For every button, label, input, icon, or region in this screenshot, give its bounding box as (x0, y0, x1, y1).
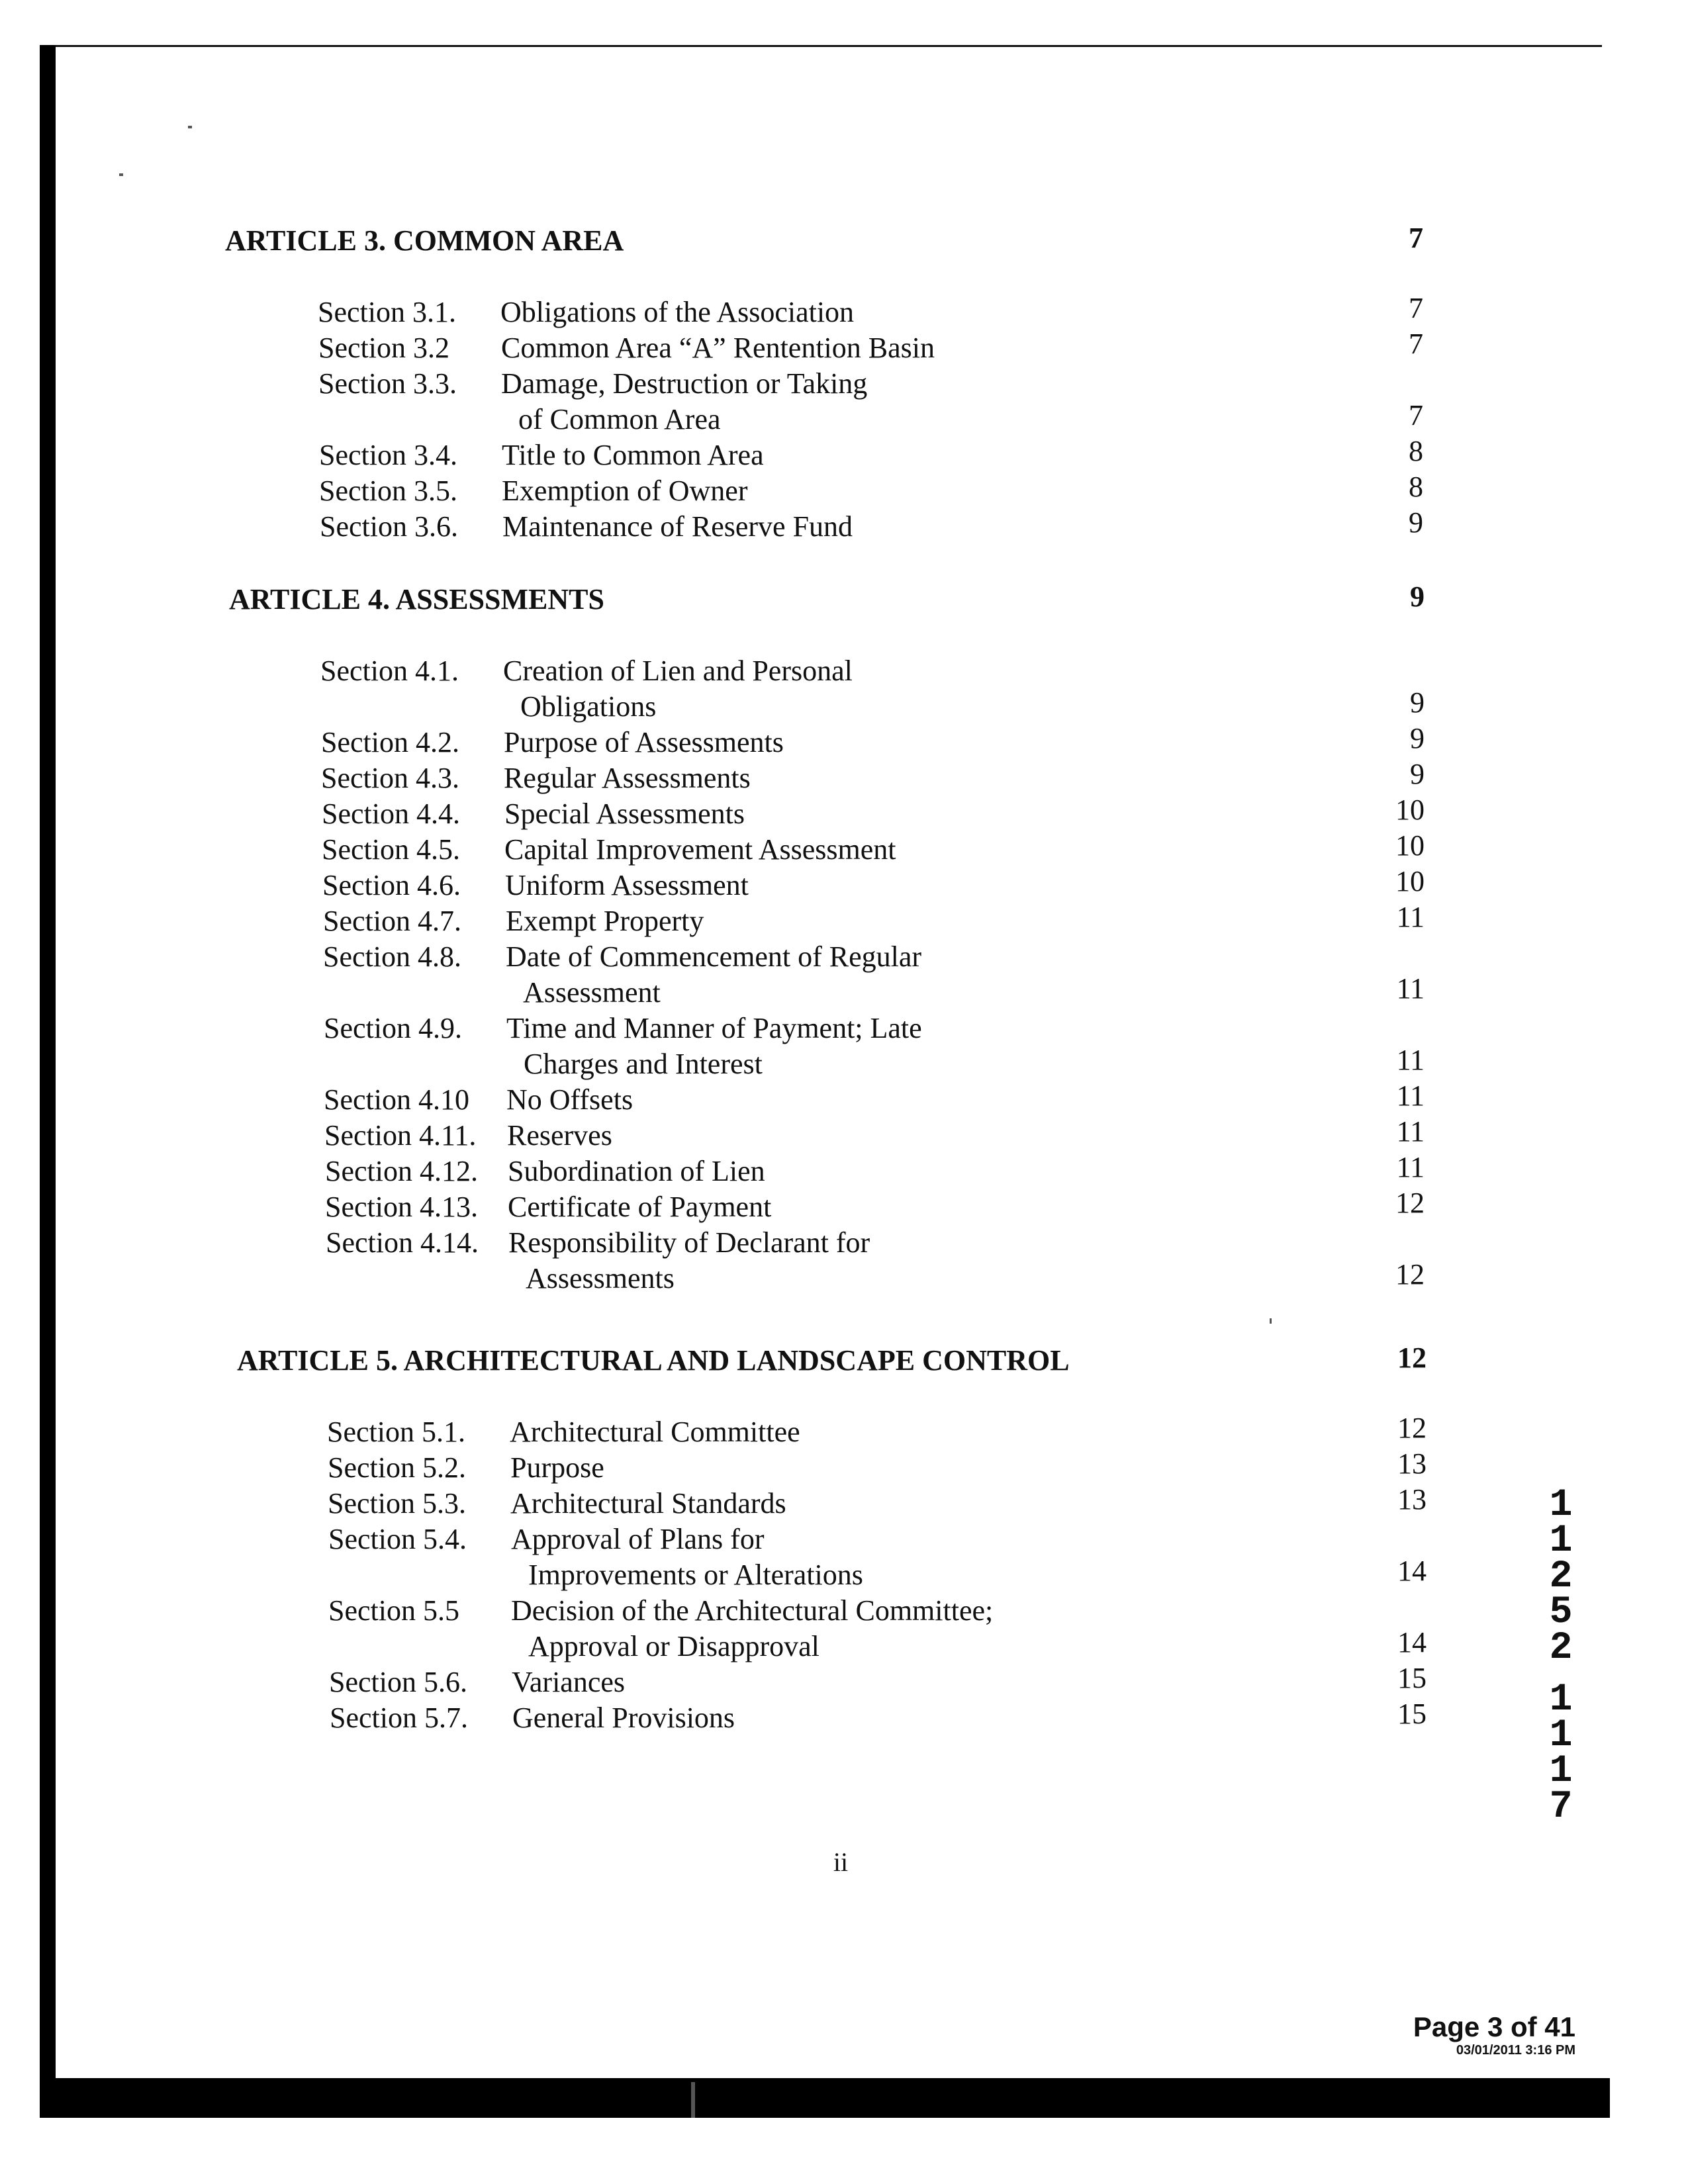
section-title: Purpose (510, 1451, 604, 1484)
section-title: Exempt Property (506, 905, 704, 937)
section-number: Section 5.7. (330, 1702, 468, 1734)
section-number: Section 4.9. (324, 1012, 462, 1044)
margin-document-stamp (1534, 1484, 1587, 1829)
section-page-number: 13 (1397, 1483, 1427, 1516)
section-title: Title to Common Area (502, 439, 764, 471)
section-page-number: 9 (1410, 758, 1425, 790)
section-title: General Provisions (512, 1702, 735, 1734)
section-title: No Offsets (506, 1083, 633, 1116)
article-page-number: 7 (1409, 222, 1423, 254)
section-number: Section 4.12. (325, 1155, 478, 1187)
section-number: Section 4.4. (322, 797, 460, 830)
section-page-number: 15 (1397, 1662, 1427, 1694)
section-number: Section 4.13. (325, 1191, 478, 1223)
section-title: Reserves (507, 1119, 612, 1152)
section-number: Section 5.4. (328, 1523, 467, 1555)
print-timestamp: 03/01/2011 3:16 PM (1456, 2043, 1575, 2058)
section-title: Uniform Assessment (505, 869, 749, 901)
section-number: Section 4.10 (324, 1083, 469, 1116)
section-page-number: 8 (1409, 435, 1423, 467)
section-title: Maintenance of Reserve Fund (502, 510, 853, 543)
section-page-number: 7 (1409, 292, 1423, 324)
section-title: Variances (512, 1666, 626, 1698)
section-number: Section 4.1. (320, 655, 459, 687)
section-number: Section 5.6. (329, 1666, 467, 1698)
section-title: Obligations of the Association (500, 296, 855, 328)
section-title: Exemption of Owner (502, 475, 748, 507)
section-page-number: 10 (1395, 865, 1425, 897)
section-number: Section 4.3. (321, 762, 459, 794)
section-page-number: 7 (1409, 328, 1423, 360)
section-title: Common Area “A” Rentention Basin (501, 332, 935, 364)
section-title: Special Assessments (504, 797, 745, 830)
section-page-number: 10 (1395, 794, 1425, 826)
stamp-digit: 2 (1549, 1555, 1573, 1598)
stamp-digit: 1 (1549, 1484, 1573, 1527)
article-page-number: 9 (1410, 580, 1425, 613)
section-page-number: 8 (1409, 471, 1423, 503)
section-title: Purpose of Assessments (504, 726, 784, 758)
section-page-number: 11 (1396, 1115, 1425, 1148)
stamp-digit: 7 (1549, 1786, 1573, 1829)
scan-border-gap (691, 2082, 695, 2118)
section-page-number: 14 (1397, 1626, 1427, 1659)
page-count-label: Page 3 of 41 (1413, 2011, 1575, 2042)
section-page-number: 11 (1396, 1044, 1425, 1076)
section-page-number: 7 (1409, 399, 1423, 432)
section-title-continued: Assessment (523, 976, 661, 1009)
section-page-number: 14 (1397, 1555, 1427, 1587)
section-number: Section 5.2. (328, 1451, 466, 1484)
section-title-continued: Improvements or Alterations (528, 1559, 863, 1591)
section-page-number: 12 (1395, 1187, 1425, 1219)
section-number: Section 5.5 (328, 1594, 459, 1627)
section-number: Section 4.6. (322, 869, 461, 901)
stamp-digit: 1 (1549, 1520, 1573, 1563)
section-title: Architectural Standards (510, 1487, 786, 1520)
section-number: Section 3.5. (319, 475, 457, 507)
section-page-number: 9 (1409, 506, 1423, 539)
stamp-digit: 2 (1549, 1627, 1573, 1670)
section-title-continued: Obligations (520, 690, 657, 723)
section-title: Capital Improvement Assessment (504, 833, 896, 866)
stamp-digit: 1 (1549, 1714, 1573, 1757)
section-number: Section 3.3. (318, 367, 457, 400)
section-number: Section 4.14. (326, 1226, 479, 1259)
section-page-number: 11 (1396, 1079, 1425, 1112)
section-number: Section 4.11. (324, 1119, 477, 1152)
section-page-number: 9 (1410, 686, 1425, 719)
section-title: Date of Commencement of Regular (506, 940, 922, 973)
section-page-number: 9 (1410, 722, 1425, 754)
section-title: Subordination of Lien (508, 1155, 765, 1187)
section-number: Section 4.2. (321, 726, 459, 758)
section-title: Approval of Plans for (511, 1523, 765, 1555)
section-page-number: 11 (1396, 1151, 1425, 1183)
article-heading: ARTICLE 5. ARCHITECTURAL AND LANDSCAPE CONTROL (237, 1344, 1070, 1377)
section-title: Responsibility of Declarant for (508, 1226, 870, 1259)
section-title-continued: Approval or Disapproval (528, 1630, 820, 1662)
stamp-digit: 5 (1549, 1591, 1573, 1634)
section-page-number: 11 (1396, 901, 1425, 933)
section-title: Architectural Committee (510, 1416, 800, 1448)
section-title: Time and Manner of Payment; Late (506, 1012, 922, 1044)
section-number: Section 4.7. (323, 905, 461, 937)
stamp-digit: 1 (1549, 1678, 1573, 1721)
article-page-number: 12 (1397, 1342, 1427, 1374)
section-title: Damage, Destruction or Taking (501, 367, 868, 400)
page-footer (1377, 2012, 1575, 2058)
section-title: Creation of Lien and Personal (503, 655, 853, 687)
section-number: Section 5.1. (327, 1416, 465, 1448)
scan-border-bottom (44, 2078, 1610, 2118)
section-number: Section 3.4. (319, 439, 457, 471)
section-title: Regular Assessments (504, 762, 751, 794)
stamp-digit: 1 (1549, 1750, 1573, 1793)
section-page-number: 15 (1397, 1698, 1427, 1730)
section-title-continued: of Common Area (518, 403, 721, 435)
section-number: Section 5.3. (328, 1487, 466, 1520)
section-page-number: 12 (1395, 1258, 1425, 1291)
section-title-continued: Assessments (526, 1262, 675, 1295)
section-number: Section 3.2 (318, 332, 449, 364)
article-heading: ARTICLE 3. COMMON AREA (225, 224, 624, 257)
section-number: Section 3.1. (318, 296, 456, 328)
section-page-number: 12 (1397, 1412, 1427, 1444)
section-title: Certificate of Payment (508, 1191, 772, 1223)
section-number: Section 4.8. (323, 940, 461, 973)
section-page-number: 10 (1395, 829, 1425, 862)
section-number: Section 4.5. (322, 833, 460, 866)
roman-page-number: ii (833, 1847, 849, 1877)
section-number: Section 3.6. (320, 510, 458, 543)
section-page-number: 13 (1397, 1447, 1427, 1480)
section-page-number: 11 (1396, 972, 1425, 1005)
section-title-continued: Charges and Interest (524, 1048, 763, 1080)
section-title: Decision of the Architectural Committee; (511, 1594, 994, 1627)
article-heading: ARTICLE 4. ASSESSMENTS (229, 583, 604, 615)
